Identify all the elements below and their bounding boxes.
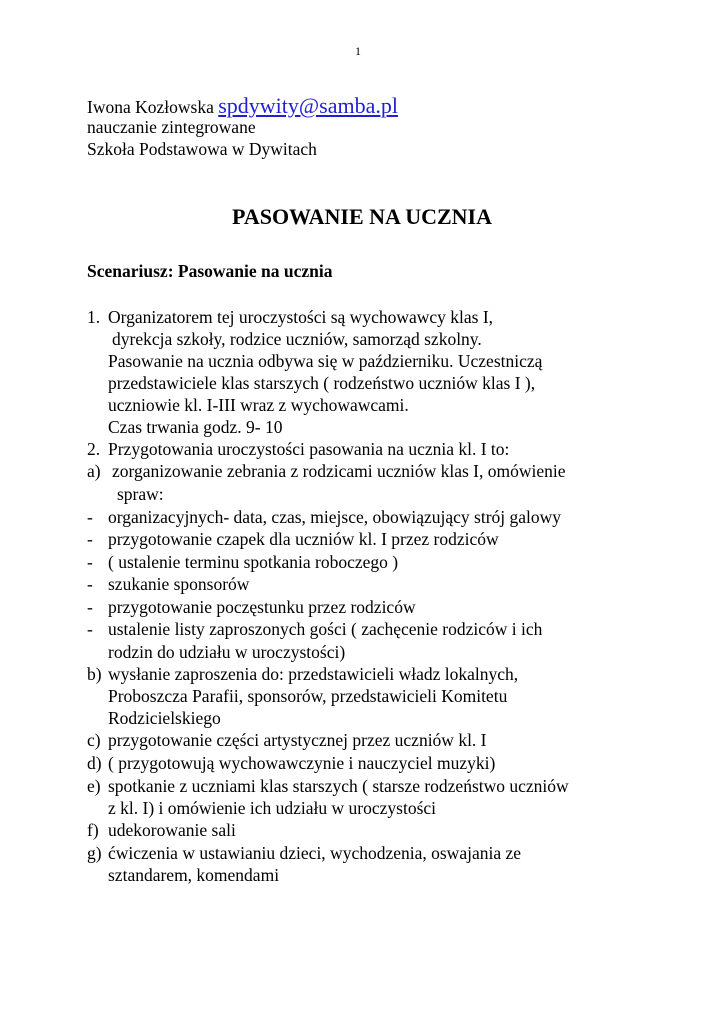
list-marker: g)	[87, 843, 102, 863]
list-line-text: rodzin do udziału w uroczystości)	[108, 642, 346, 662]
list-line-text: przygotowanie części artystycznej przez uczniów kl. I	[108, 730, 487, 750]
list-marker: b)	[87, 664, 102, 684]
list-line-text: spotkanie z uczniami klas starszych ( starsze rodzeństwo uczniów	[108, 776, 569, 796]
list-line-text: ustalenie listy zaproszonych gości ( zachęcenie rodziców i ich	[108, 619, 543, 639]
list-line-text: organizacyjnych- data, czas, miejsce, obowiązujący strój galowy	[108, 507, 562, 527]
author-email-link[interactable]: spdywity@samba.pl	[218, 93, 398, 118]
list-line-text: Organizatorem tej uroczystości są wychowawcy klas I,	[108, 307, 494, 327]
list-line-text: Rodzicielskiego	[108, 708, 221, 728]
page-title: PASOWANIE NA UCZNIA	[232, 204, 492, 229]
page-number: 1	[355, 44, 361, 58]
list-marker: -	[87, 574, 93, 594]
list-marker: c)	[87, 730, 101, 750]
list-marker: -	[87, 529, 93, 549]
list-line-text: Pasowanie na ucznia odbywa się w październiku. Uczestniczą	[108, 351, 543, 371]
list-line-text: uczniowie kl. I-III wraz z wychowawcami.	[108, 395, 409, 415]
list-line-text: sztandarem, komendami	[108, 865, 280, 885]
list-marker: 1.	[87, 307, 101, 327]
list-line-text: ( ustalenie terminu spotkania roboczego )	[108, 552, 399, 572]
list-line-text: udekorowanie sali	[108, 820, 236, 840]
list-line-text: przygotowanie czapek dla uczniów kl. I przez rodziców	[108, 529, 499, 549]
list-line-text: szukanie sponsorów	[108, 574, 250, 594]
list-line-text: ćwiczenia w ustawianiu dzieci, wychodzenia, oswajania ze	[108, 843, 522, 863]
list-line-text: wysłanie zaproszenia do: przedstawicieli władz lokalnych,	[108, 664, 519, 684]
list-line-text: z kl. I) i omówienie ich udziału w uroczystości	[108, 798, 437, 818]
list-line-text: Czas trwania godz. 9- 10	[108, 417, 283, 437]
list-marker: a)	[87, 461, 101, 481]
list-line-text: ( przygotowują wychowawczynie i nauczyciel muzyki)	[108, 753, 496, 773]
list-line-text: przygotowanie poczęstunku przez rodziców	[108, 597, 416, 617]
list-line-text: Przygotowania uroczystości pasowania na ucznia kl. I to:	[108, 439, 510, 459]
list-marker: -	[87, 552, 93, 572]
list-marker: d)	[87, 753, 102, 773]
author-name: Iwona Kozłowska	[87, 97, 214, 117]
list-marker: -	[87, 507, 93, 527]
list-line-text: przedstawiciele klas starszych ( rodzeństwo uczniów klas I ),	[108, 373, 536, 393]
list-line-text: dyrekcja szkoły, rodzice uczniów, samorząd szkolny.	[112, 329, 482, 349]
subject-line: nauczanie zintegrowane	[87, 117, 256, 137]
list-line-text: spraw:	[117, 484, 164, 504]
list-marker: f)	[87, 820, 99, 840]
scenario-subtitle: Scenariusz: Pasowanie na ucznia	[87, 261, 333, 281]
school-line: Szkoła Podstawowa w Dywitach	[87, 139, 317, 159]
list-line-text: zorganizowanie zebrania z rodzicami uczniów klas I, omówienie	[112, 461, 566, 481]
author-line	[87, 93, 398, 119]
list-marker: -	[87, 597, 93, 617]
list-marker: e)	[87, 776, 101, 796]
list-line-text: Proboszcza Parafii, sponsorów, przedstawicieli Komitetu	[108, 686, 508, 706]
list-marker: -	[87, 619, 93, 639]
list-marker: 2.	[87, 439, 101, 459]
